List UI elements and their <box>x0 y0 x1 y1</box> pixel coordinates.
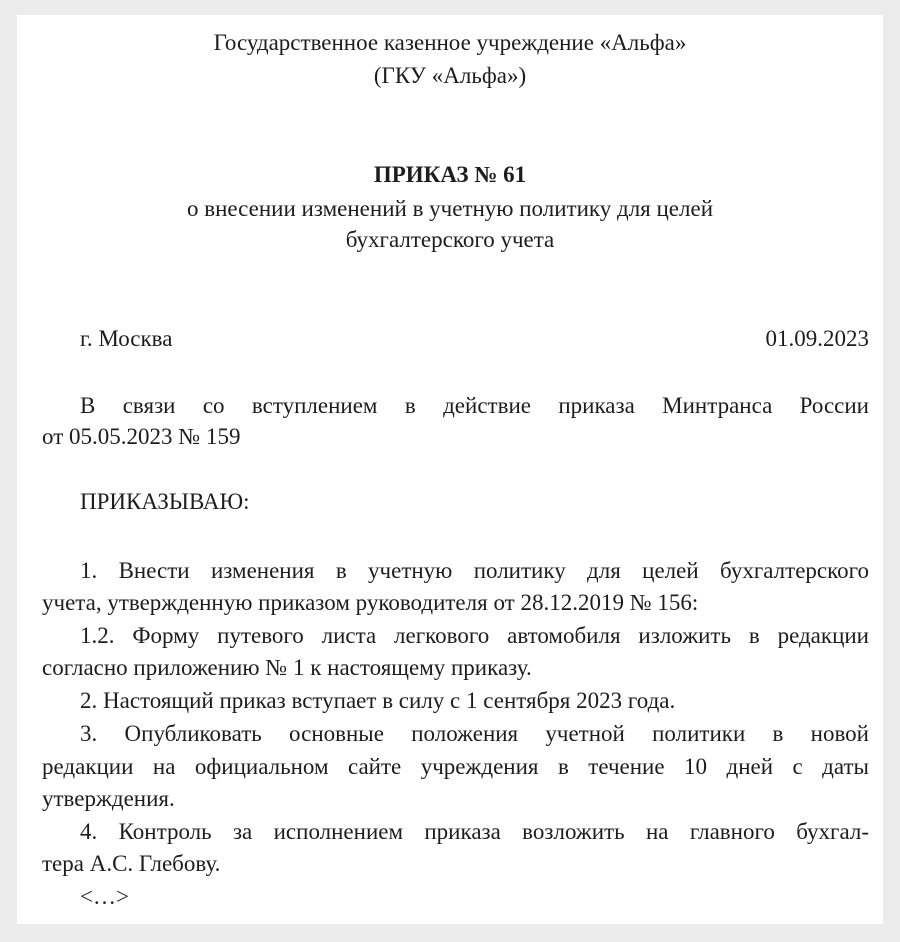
order-title: ПРИКАЗ № 61 <box>373 162 527 187</box>
order-city: г. Москва <box>80 326 173 351</box>
item-3-line-1: 3. Опубликовать основные положения учетной политики в новой <box>80 721 869 746</box>
ellipsis-marker: <…> <box>80 884 129 909</box>
item-1-line-2: учета, утвержденную приказом руководителя от 28.12.2019 № 156: <box>42 590 699 615</box>
org-short-name: (ГКУ «Альфа») <box>373 63 527 88</box>
preamble-line-2: от 05.05.2023 № 159 <box>42 424 241 449</box>
item-1-line-1: 1. Внести изменения в учетную политику для целей бухгалтерского <box>80 558 869 583</box>
preamble-line-1: В связи со вступлением в действие приказа Минтранса России <box>80 393 869 418</box>
item-3-line-3: утверждения. <box>42 786 175 811</box>
directive-heading: ПРИКАЗЫВАЮ: <box>80 489 250 514</box>
item-4-line-2: тера А.С. Глебову. <box>42 851 221 876</box>
item-4-line-1: 4. Контроль за исполнением приказа возложить на главного бухгал- <box>80 819 869 844</box>
org-name: Государственное казенное учреждение «Альфа» <box>213 30 687 55</box>
item-1-2-line-1: 1.2. Форму путевого листа легкового автомобиля изложить в редакции <box>80 623 869 648</box>
item-2-line-1: 2. Настоящий приказ вступает в силу с 1 сентября 2023 года. <box>80 688 676 713</box>
item-3-line-2: редакции на официальном сайте учреждения в течение 10 дней с даты <box>42 754 869 779</box>
item-1-2-line-2: согласно приложению № 1 к настоящему приказу. <box>42 655 532 680</box>
order-subject-line-1: о внесении изменений в учетную политику для целей <box>186 196 714 221</box>
order-date: 01.09.2023 <box>765 326 869 351</box>
document-page <box>17 15 883 924</box>
order-subject-line-2: бухгалтерского учета <box>345 227 555 252</box>
